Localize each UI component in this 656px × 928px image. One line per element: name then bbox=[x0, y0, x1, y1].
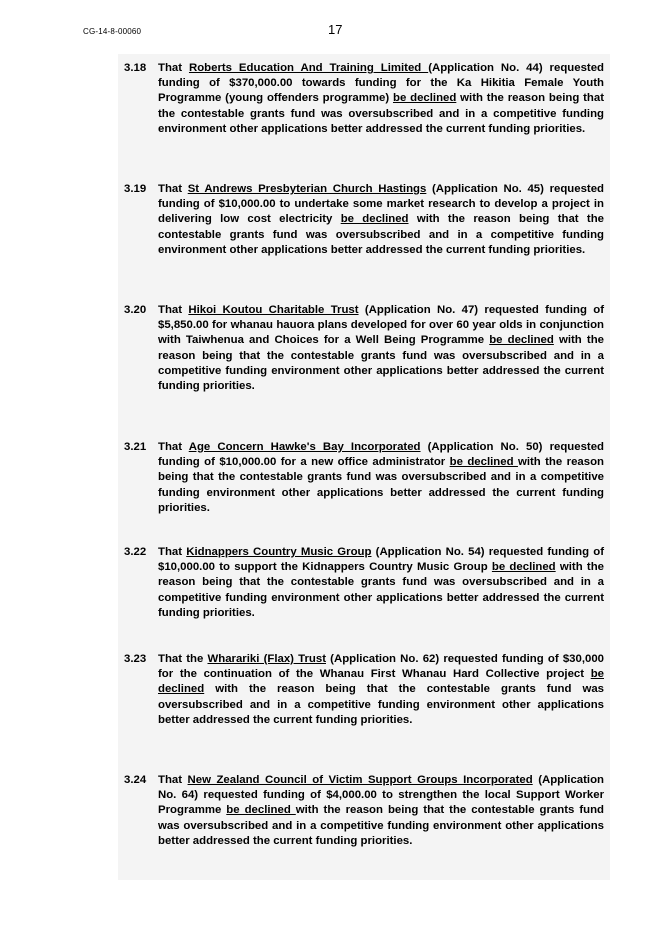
decision-reason: with the reason being that the contestable grants fund was oversubscribed and in a competitive funding environment other applications better addressed the current funding priorities. bbox=[158, 561, 604, 619]
resolution-lead: That bbox=[158, 774, 188, 786]
decision-text: be declined bbox=[340, 213, 409, 226]
application-details: (Application No. 64) requested funding of $4,000.00 to strengthen the local Support Worker Programme bbox=[158, 774, 604, 817]
resolution-lead: That the bbox=[158, 653, 208, 665]
resolution-text bbox=[158, 61, 604, 137]
applicant-name: Kidnappers Country Music Group bbox=[186, 546, 372, 558]
decision-text: be declined bbox=[449, 456, 518, 469]
application-details: (Application No. 62) requested funding of $30,000 for the continuation of the Whanau First Whanau Hard Collective project bbox=[158, 653, 604, 681]
applicant-name: St Andrews Presbyterian Church Hastings bbox=[187, 183, 427, 195]
resolution-number: 3.23 bbox=[124, 653, 147, 665]
resolution-number: 3.18 bbox=[124, 62, 147, 74]
resolution-lead: That bbox=[158, 304, 189, 316]
applicant-name: New Zealand Council of Victim Support Groups Incorporated bbox=[187, 774, 533, 786]
resolution-lead: That bbox=[158, 546, 187, 558]
applicant-name: Wharariki (Flax) Trust bbox=[207, 653, 326, 665]
resolution-text bbox=[158, 652, 604, 728]
decision-reason: with the reason being that the contestable grants fund was oversubscribed and in a competitive funding environment other applications better addressed the current funding priorities. bbox=[158, 804, 604, 847]
application-details: (Application No. 47) requested funding of $5,850.00 for whanau hauora plans developed for over 60 year olds in conjunction with Taiwhenua and Choices for a Well Being Programme bbox=[158, 304, 604, 347]
applicant-name: Hikoi Koutou Charitable Trust bbox=[188, 304, 359, 316]
document-code: CG-14-8-00060 bbox=[83, 27, 142, 36]
decision-text: be declined bbox=[489, 334, 554, 347]
resolution-text bbox=[158, 303, 604, 394]
page-number: 17 bbox=[328, 22, 343, 37]
application-details: (Application No. 54) requested funding of $10,000.00 to support the Kidnappers Country Music Group bbox=[158, 546, 605, 574]
decision-text: be declined bbox=[491, 561, 556, 574]
resolution-text bbox=[158, 440, 604, 516]
application-details: (Application No. 44) requested funding of $370,000.00 towards funding for the Ka Hikitia Female Youth Programme (young offenders programme) bbox=[158, 62, 605, 105]
application-details: (Application No. 50) requested funding of $10,000.00 for a new office administrator bbox=[158, 441, 605, 469]
resolution-text bbox=[158, 182, 604, 258]
decision-text: be declined bbox=[226, 804, 296, 817]
resolution-number: 3.19 bbox=[124, 183, 147, 195]
resolution-lead: That bbox=[158, 183, 188, 195]
decision-text: be declined bbox=[158, 668, 604, 696]
resolution-number: 3.22 bbox=[124, 546, 147, 558]
decision-reason: with the reason being that the contestable grants fund was oversubscribed and in a competitive funding environment other applications better addressed the current funding priorities. bbox=[158, 92, 604, 135]
decision-reason: with the reason being that the contestable grants fund was oversubscribed and in a competitive funding environment other applications better addressed the current funding priorities. bbox=[158, 456, 604, 514]
resolution-lead: That bbox=[158, 62, 189, 74]
resolution-text bbox=[158, 545, 604, 621]
decision-reason: with the reason being that the contestable grants fund was oversubscribed and in a competitive funding environment other applications better addressed the current funding priorities. bbox=[158, 213, 604, 256]
resolution-text bbox=[158, 773, 604, 849]
resolution-number: 3.24 bbox=[124, 774, 147, 786]
resolution-lead: That bbox=[158, 441, 189, 453]
applicant-name: Age Concern Hawke's Bay Incorporated bbox=[188, 441, 421, 453]
resolution-number: 3.21 bbox=[124, 441, 147, 453]
decision-reason: with the reason being that the contestable grants fund was oversubscribed and in a competitive funding environment other applications better addressed the current funding priorities. bbox=[158, 334, 604, 393]
decision-text: be declined bbox=[392, 92, 457, 105]
applicant-name: Roberts Education And Training Limited bbox=[188, 62, 429, 74]
decision-reason: with the reason being that the contestable grants fund was oversubscribed and in a competitive funding environment other applications better addressed the current funding priorities. bbox=[158, 683, 604, 726]
application-details: (Application No. 45) requested funding of $10,000.00 to undertake some market research to develop a project in delivering low cost electricity bbox=[158, 183, 605, 226]
resolution-number: 3.20 bbox=[124, 304, 147, 316]
